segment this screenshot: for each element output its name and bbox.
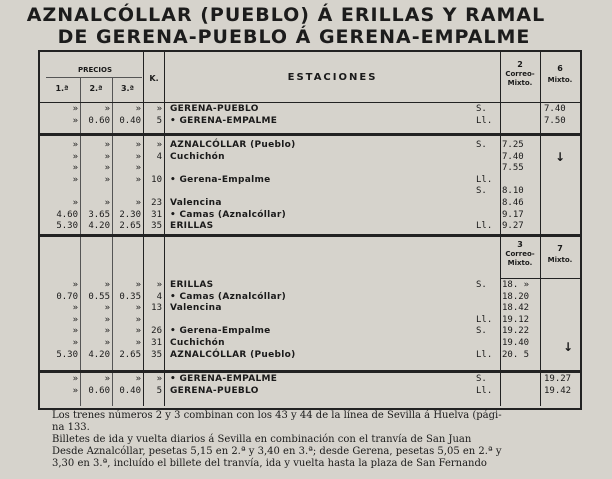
cell-p3: » xyxy=(135,174,141,185)
footnote-line: Desde Aznalcóllar, pesetas 5,15 en 2.ª y 3,40 en 3.ª; desde Gerena, pesetas 5,05 en 2.ª y xyxy=(52,446,502,457)
cell-t1: 19.12 xyxy=(502,314,530,325)
cell-station: • GERENA-EMPALME xyxy=(170,116,278,126)
header-divider xyxy=(40,102,580,103)
cell-sl: Ll. xyxy=(476,386,493,396)
cell-p3: » xyxy=(135,338,141,348)
cell-p2: » xyxy=(104,104,110,114)
cell-t2: 7.40 xyxy=(544,104,566,114)
cell-p1: 5.30 xyxy=(56,221,78,232)
cell-k: 31 xyxy=(151,338,162,348)
cell-sl: S. xyxy=(476,374,487,384)
cell-p1: » xyxy=(72,104,78,114)
cell-k: 5 xyxy=(156,386,162,396)
section-divider-2 xyxy=(40,234,580,237)
footnote-line: Billetes de ida y vuelta diarios á Sevilla en combinación con el tranvía de San Juan xyxy=(52,434,472,445)
cell-t1: 7.25 xyxy=(502,140,524,150)
cell-p2: » xyxy=(104,303,110,314)
cell-p2: » xyxy=(104,198,110,208)
cell-p2: » xyxy=(104,338,110,348)
header-class-3: 3.ª xyxy=(120,84,135,93)
cell-t2: 19.27 xyxy=(544,374,572,384)
col-line-times xyxy=(500,52,501,406)
col-line-times2 xyxy=(540,52,541,406)
cell-station: • Camas (Aznalcóllar) xyxy=(170,291,287,302)
precios-underline xyxy=(46,77,142,78)
cell-sl: S. xyxy=(476,104,487,114)
cell-sl: Ll. xyxy=(476,221,493,232)
cell-sl: S. xyxy=(476,186,487,197)
cell-sl: Ll. xyxy=(476,174,493,185)
cell-p2: » xyxy=(104,314,110,325)
footnote-line: na 133. xyxy=(52,422,90,433)
cell-station: • GERENA-EMPALME xyxy=(170,374,278,384)
cell-p3: 0.35 xyxy=(119,291,141,302)
cell-k: » xyxy=(156,140,162,150)
cell-p2: 4.20 xyxy=(88,349,110,360)
footnote-line: Los trenes números 2 y 3 combinan con los 43 y 44 de la línea de Sevilla á Huelva (pági- xyxy=(52,410,502,421)
cell-p1: » xyxy=(72,314,78,325)
cell-p3: » xyxy=(135,314,141,325)
cell-p3: » xyxy=(135,326,141,337)
cell-k: 4 xyxy=(156,291,162,302)
cell-p2: » xyxy=(104,174,110,185)
cell-p3: 2.65 xyxy=(119,349,141,360)
cell-station: • Camas (Aznalcóllar) xyxy=(170,209,287,220)
cell-k: 35 xyxy=(151,349,162,360)
cell-p2: 0.55 xyxy=(88,291,110,302)
cell-k: 10 xyxy=(151,174,162,185)
cell-p3: » xyxy=(135,151,141,162)
cell-station: • Gerena-Empalme xyxy=(170,326,271,337)
cell-k: 13 xyxy=(151,303,162,314)
cell-p1: » xyxy=(72,174,78,185)
cell-station: AZNALCÓLLAR (Pueblo) xyxy=(170,349,296,360)
header-train-6-number: 6 xyxy=(557,64,563,73)
header-class-1: 1.ª xyxy=(55,84,69,93)
title-line-2: DE GERENA-PUEBLO Á GERENA-EMPALME xyxy=(57,26,531,48)
cell-p2: » xyxy=(104,163,110,174)
cell-p1: 0.70 xyxy=(56,291,78,302)
header-class-2: 2.ª xyxy=(89,84,103,93)
cell-k: 5 xyxy=(156,116,162,126)
cell-p2: » xyxy=(104,374,110,384)
cell-t1: 19.40 xyxy=(502,338,530,348)
header-train-7-number: 7 xyxy=(557,244,563,253)
header-train-2-number: 2 xyxy=(517,60,523,69)
cell-station: Valencina xyxy=(170,303,222,314)
header-estaciones: ESTACIONES xyxy=(287,72,378,83)
cell-p3: » xyxy=(135,140,141,150)
cell-t1: 7.40 xyxy=(502,151,524,162)
cell-p3: 2.30 xyxy=(119,209,141,220)
cell-t1: 19.22 xyxy=(502,326,530,337)
cell-t1: 7.55 xyxy=(502,163,524,174)
down-arrow-icon: ↓ xyxy=(555,150,566,164)
cell-p1: » xyxy=(72,338,78,348)
cell-sl: Ll. xyxy=(476,349,493,360)
cell-k: 35 xyxy=(151,221,162,232)
footnote-line: 3,30 en 3.ª, incluído el billete del tranvía, ida y vuelta hasta la plaza de San Fernando xyxy=(52,458,487,469)
cell-p1: » xyxy=(72,374,78,384)
cell-p3: » xyxy=(135,374,141,384)
cell-p3: » xyxy=(135,303,141,314)
cell-k: 4 xyxy=(156,151,162,162)
cell-p3: 0.40 xyxy=(119,386,141,396)
cell-p1: » xyxy=(72,151,78,162)
cell-t2: 7.50 xyxy=(544,116,566,126)
cell-p1: 5.30 xyxy=(56,349,78,360)
cell-t1: 18.20 xyxy=(502,291,530,302)
cell-p3: 0.40 xyxy=(119,116,141,126)
cell-p2: » xyxy=(104,326,110,337)
cell-p3: » xyxy=(135,163,141,174)
cell-k: » xyxy=(156,280,162,290)
footnotes xyxy=(52,410,608,470)
cell-p1: » xyxy=(72,303,78,314)
cell-t1: 18. » xyxy=(502,280,530,290)
cell-p3: » xyxy=(135,104,141,114)
cell-sl: Ll. xyxy=(476,314,493,325)
header-train-2-type: Correo-Mixto. xyxy=(505,70,535,87)
header-k: K. xyxy=(149,74,159,83)
cell-t1: 18.42 xyxy=(502,303,530,314)
title-line-1: AZNALCÓLLAR (PUEBLO) Á ERILLAS Y RAMAL xyxy=(26,4,546,26)
cell-t1: 9.27 xyxy=(502,221,524,232)
header-train-3-type: Correo-Mixto. xyxy=(505,250,535,267)
down-arrow-icon: ↓ xyxy=(563,340,574,354)
cell-t1: 8.10 xyxy=(502,186,524,197)
cell-k: 23 xyxy=(151,198,162,208)
cell-p1: » xyxy=(72,163,78,174)
cell-p1: 4.60 xyxy=(56,209,78,220)
cell-p3: » xyxy=(135,198,141,208)
header-train-7-type: Mixto. xyxy=(547,256,573,264)
cell-station: AZNALCÓLLAR (Pueblo) xyxy=(170,140,296,150)
cell-p1: » xyxy=(72,326,78,337)
cell-t1: 9.17 xyxy=(502,209,524,220)
cell-p2: 0.60 xyxy=(88,386,110,396)
cell-p2: » xyxy=(104,140,110,150)
col-line-k xyxy=(164,52,165,406)
cell-station: GERENA-PUEBLO xyxy=(170,104,259,114)
cell-p1: » xyxy=(72,116,78,126)
cell-t1: 8.46 xyxy=(502,198,524,208)
cell-station: Cuchichón xyxy=(170,151,225,162)
cell-p3: » xyxy=(135,280,141,290)
header-train-6-type: Mixto. xyxy=(547,76,573,84)
cell-p2: 3.65 xyxy=(88,209,110,220)
cell-k: 26 xyxy=(151,326,162,337)
cell-sl: S. xyxy=(476,326,487,337)
cell-p1: » xyxy=(72,140,78,150)
cell-sl: Ll. xyxy=(476,116,493,126)
cell-k: » xyxy=(156,374,162,384)
cell-p2: » xyxy=(104,151,110,162)
cell-p1: » xyxy=(72,198,78,208)
cell-p2: 0.60 xyxy=(88,116,110,126)
cell-p3: 2.65 xyxy=(119,221,141,232)
cell-sl: S. xyxy=(476,280,487,290)
cell-sl: S. xyxy=(476,140,487,150)
section-divider-1 xyxy=(40,133,580,136)
header-train-3-number: 3 xyxy=(517,240,523,249)
cell-station: Cuchichón xyxy=(170,338,225,348)
section-divider-3 xyxy=(40,370,580,373)
cell-station: Valencina xyxy=(170,198,222,208)
cell-station: ERILLAS xyxy=(170,280,214,290)
cell-station: GERENA-PUEBLO xyxy=(170,386,259,396)
cell-p1: » xyxy=(72,280,78,290)
cell-p2: » xyxy=(104,280,110,290)
header-precios: PRECIOS xyxy=(77,66,113,74)
cell-p2: 4.20 xyxy=(88,221,110,232)
cell-t2: 19.42 xyxy=(544,386,572,396)
cell-t1: 20. 5 xyxy=(502,349,530,360)
cell-k: » xyxy=(156,104,162,114)
header-divider-2 xyxy=(500,278,580,279)
cell-p1: » xyxy=(72,386,78,396)
cell-k: 31 xyxy=(151,209,162,220)
cell-station: • Gerena-Empalme xyxy=(170,174,271,185)
cell-station: ERILLAS xyxy=(170,221,214,232)
